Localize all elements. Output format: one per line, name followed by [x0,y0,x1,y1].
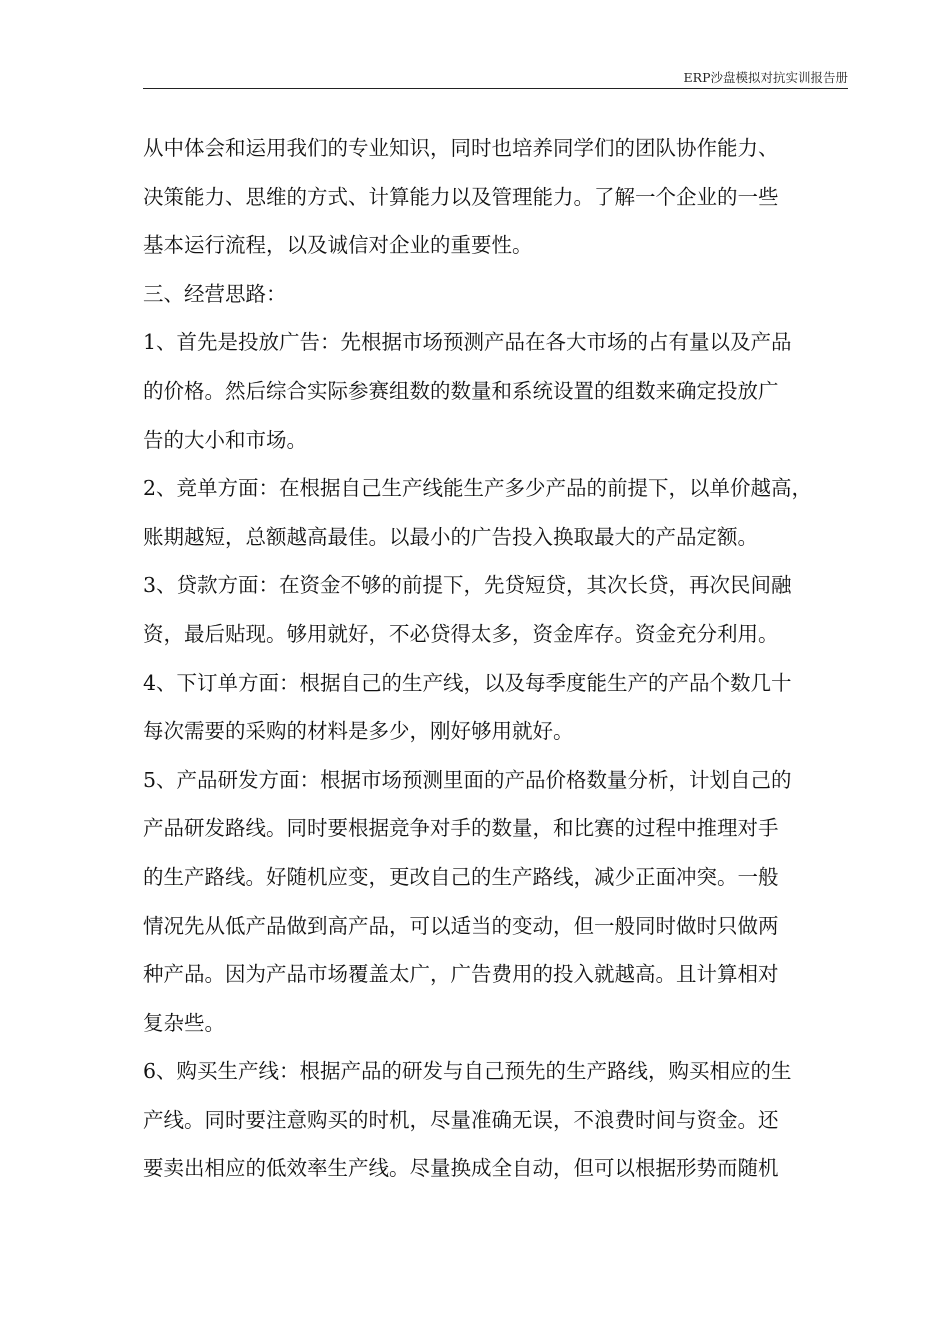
text-line: 告的大小和市场。 [143,427,307,452]
document-body [143,128,855,1197]
text-line: 复杂些。 [143,1010,225,1035]
text-line: 产线。同时要注意购买的时机，尽量准确无误，不浪费时间与资金。还 [143,1107,779,1132]
text-line: 的价格。然后综合实际参赛组数的数量和系统设置的组数来确定投放广 [143,378,779,403]
page-header [143,66,848,89]
text-line: 每次需要的采购的材料是多少，刚好够用就好。 [143,719,574,744]
text-line: 1、首先是投放广告：先根据市场预测产品在各大市场的占有量以及产品 [143,330,792,355]
text-line: 产品研发路线。同时要根据竞争对手的数量，和比赛的过程中推理对手 [143,816,779,841]
text-line: 种产品。因为产品市场覆盖太广，广告费用的投入就越高。且计算相对 [143,962,779,987]
text-line: 5、产品研发方面：根据市场预测里面的产品价格数量分析，计划自己的 [143,767,792,792]
text-line: 4、下订单方面：根据自己的生产线，以及每季度能生产的产品个数几十 [143,670,792,695]
text-line: 2、竞单方面：在根据自己生产线能生产多少产品的前提下，以单价越高， [143,476,813,501]
text-line: 3、贷款方面：在资金不够的前提下，先贷短贷，其次长贷，再次民间融 [143,573,792,598]
text-line: 从中体会和运用我们的专业知识，同时也培养同学们的团队协作能力、 [143,136,779,160]
text-line: 要卖出相应的低效率生产线。尽量换成全自动，但可以根据形势而随机 [143,1156,779,1181]
section-heading: 三、经营思路： [143,281,287,306]
text-line: 账期越短，总额越高最佳。以最小的广告投入换取最大的产品定额。 [143,524,758,549]
text-line: 6、购买生产线：根据产品的研发与自己预先的生产路线，购买相应的生 [143,1059,792,1084]
text-line: 基本运行流程，以及诚信对企业的重要性。 [143,233,533,258]
text-line: 资，最后贴现。够用就好，不必贷得太多，资金库存。资金充分利用。 [143,621,779,646]
header-title: ERP沙盘模拟对抗实训报告册 [683,70,848,85]
text-line: 情况先从低产品做到高产品，可以适当的变动，但一般同时做时只做两 [143,913,779,938]
text-line: 的生产路线。好随机应变，更改自己的生产路线，减少正面冲突。一般 [143,864,779,889]
text-line: 决策能力、思维的方式、计算能力以及管理能力。了解一个企业的一些 [143,184,779,209]
